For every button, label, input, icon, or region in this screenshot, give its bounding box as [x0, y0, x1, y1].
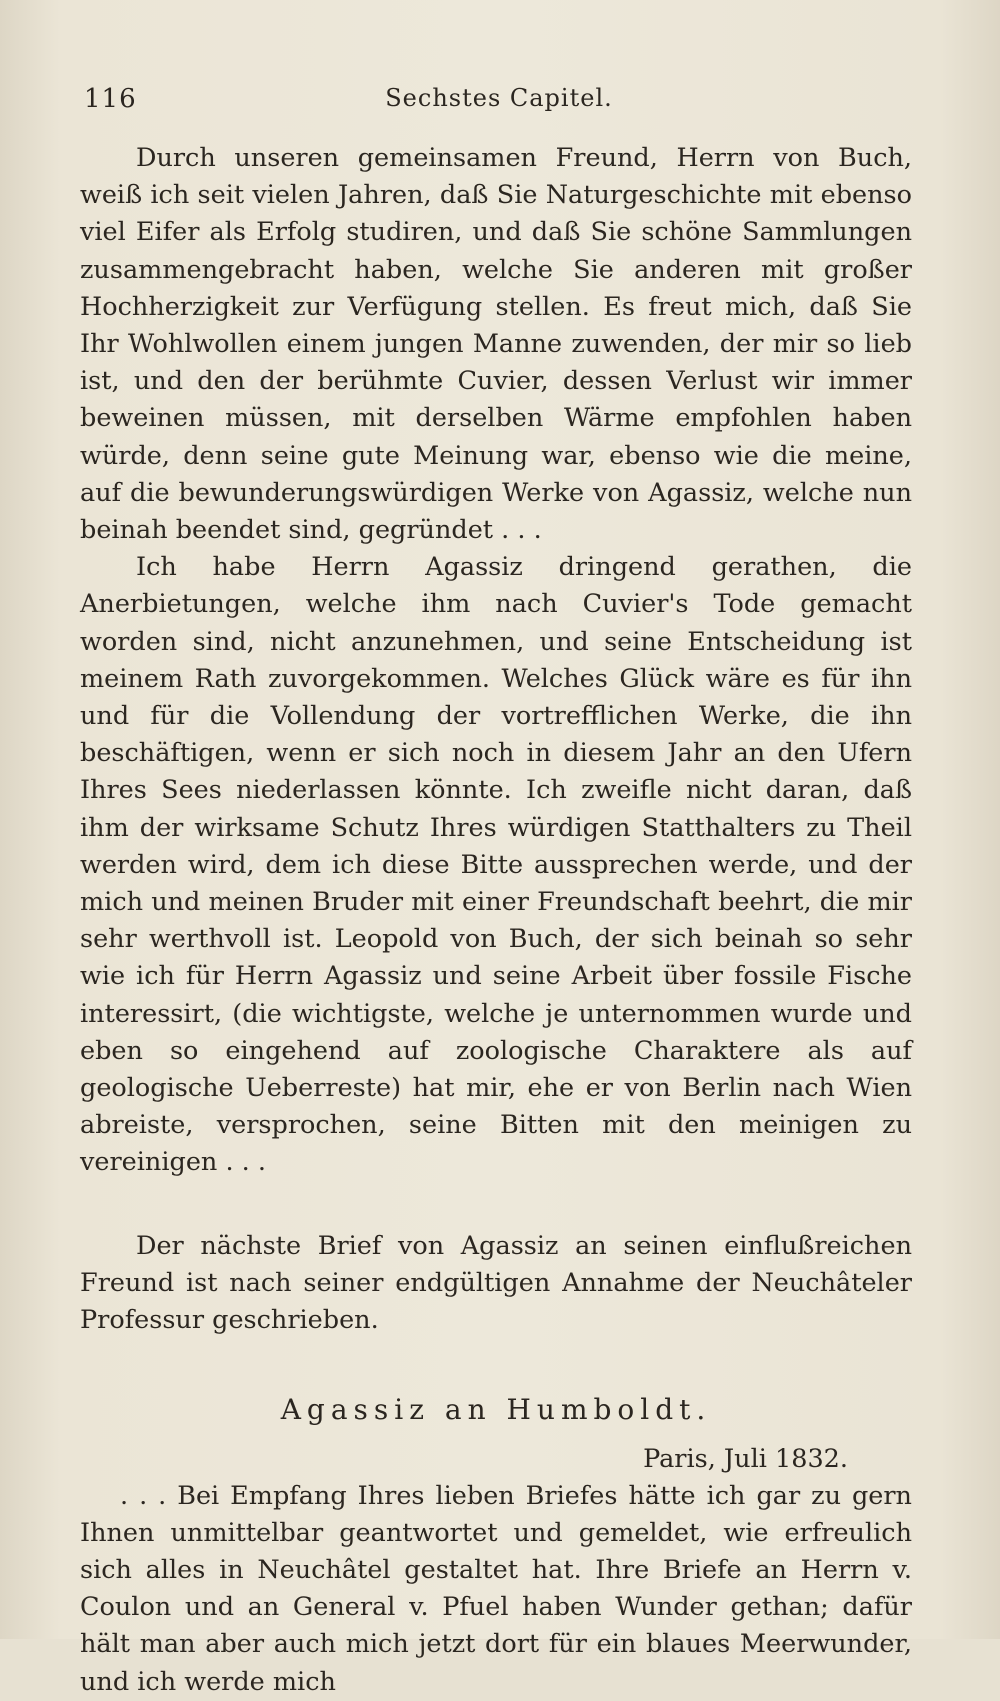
letter-dateline: Paris, Juli 1832. [643, 1443, 848, 1474]
letter-heading: Agassiz an Humboldt. [280, 1393, 712, 1427]
page-number: 116 [84, 84, 137, 114]
page-header [84, 84, 914, 124]
paragraph-humboldt-letter-part-1: Durch unseren gemeinsamen Freund, Herrn von Buch, weiß ich seit vielen Jahren, daß Sie Naturgeschichte mit ebenso viel Eifer als Erfolg studiren, und daß Sie schöne Sammlungen zusammengebracht haben, welche Sie anderen mit großer Hochherzigkeit zur Verfügung stellen. Es freut mich, daß Sie Ihr Wohlwollen einem jungen Manne zuwenden, der mir so lieb ist, und den der berühmte Cuvier, dessen Verlust wir immer beweinen müssen, mit derselben Wärme empfohlen haben würde, denn seine gute Meinung war, ebenso wie die meine, auf die bewunderungswürdigen Werke von Agassiz, welche nun beinah beendet sind, gegründet . . . [80, 143, 912, 546]
page-body [80, 140, 912, 1701]
running-title: Sechstes Capitel. [385, 84, 613, 112]
paragraph-narration: Der nächste Brief von Agassiz an seinen einflußreichen Freund ist nach seiner endgültigen Annahme der Neuchâteler Professur geschrieben. [80, 1230, 912, 1336]
letter-body: . . . Bei Empfang Ihres lieben Briefes hätte ich gar zu gern Ihnen unmittelbar geantwortet und gemeldet, wie erfreulich sich alles in Neuchâtel gestaltet hat. Ihre Briefe an Herrn v. Coulon und an General v. Pfuel haben Wunder gethan; dafür hält man aber auch mich jetzt dort für ein blaues Meerwunder, und ich werde mich [80, 1480, 912, 1697]
paragraph-humboldt-letter-part-2: Ich habe Herrn Agassiz dringend gerathen, die Anerbietungen, welche ihm nach Cuvier's Tode gemacht worden sind, nicht anzunehmen, und seine Entscheidung ist meinem Rath zuvorgekommen. Welches Glück wäre es für ihn und für die Vollendung der vortrefflichen Werke, die ihn beschäftigen, wenn er sich noch in diesem Jahr an den Ufern Ihres Sees niederlassen könnte. Ich zweifle nicht daran, daß ihm der wirksame Schutz Ihres würdigen Statthalters zu Theil werden wird, dem ich diese Bitte aussprechen werde, und der mich und meinen Bruder mit einer Freundschaft beehrt, die mir sehr werthvoll ist. Leopold von Buch, der sich beinah so sehr wie ich für Herrn Agassiz und seine Arbeit über fossile Fische interessirt, (die wichtigste, welche je unternommen wurde und eben so eingehend auf zoologische Charaktere als auf geologische Ueberreste) hat mir, ehe er von Berlin nach Wien abreiste, versprochen, seine Bitten mit den meinigen zu vereinigen . . . [80, 552, 912, 1178]
